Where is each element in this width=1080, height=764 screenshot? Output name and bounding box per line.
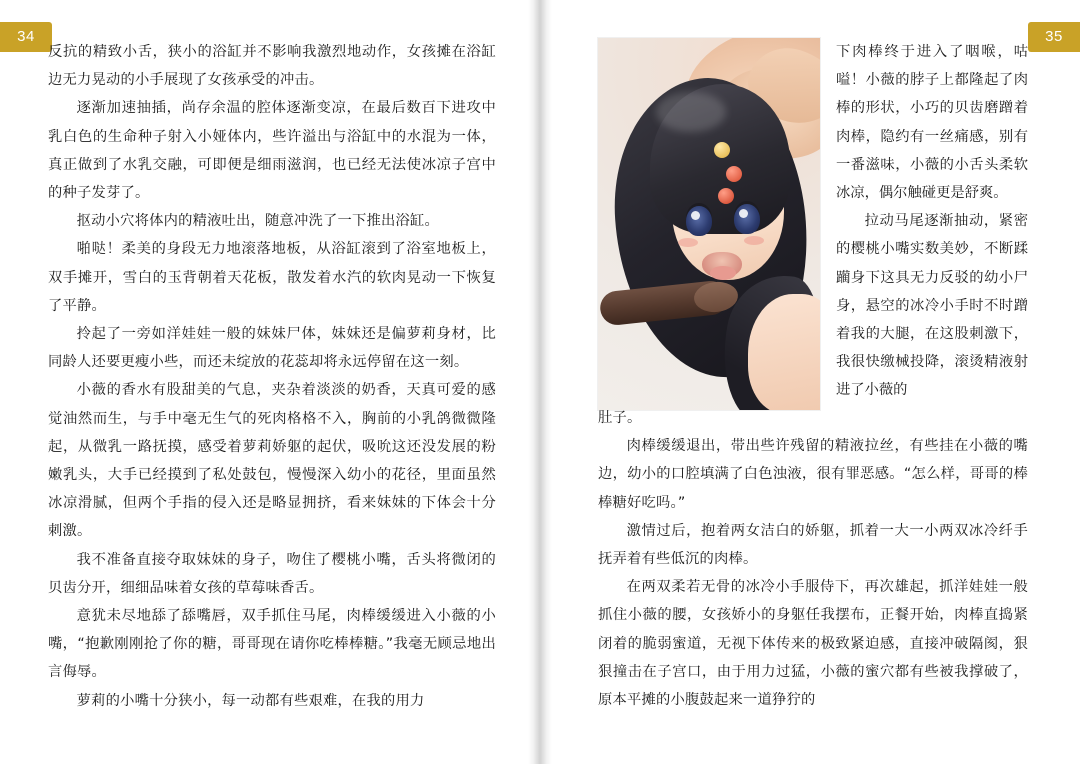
illustration-eye-left: [686, 206, 712, 236]
paragraph: 啪哒！柔美的身段无力地滚落地板，从浴缸滚到了浴室地板上，双手摊开，雪白的玉背朝着天花板，散发着水汽的软肉晃动一下恢复了平静。: [48, 241, 496, 314]
right-page-top-section: [598, 38, 1028, 418]
illustration-hair-sheen: [656, 92, 726, 132]
page-number-left: 34: [0, 22, 52, 52]
paragraph: 意犹未尽地舔了舔嘴唇，双手抓住马尾，肉棒缓缓进入小薇的小嘴，“抱歉刚刚抢了你的糖，哥哥现在请你吃棒棒糖。”我毫无顾忌地出言侮辱。: [48, 608, 496, 681]
illustration-tongue: [710, 266, 736, 280]
illustration-hair-bead: [714, 142, 730, 158]
paragraph: 拉动马尾逐渐抽动，紧密的樱桃小嘴实数美妙，不断蹂躏身下这具无力反驳的幼小尸身，悬空的冰冷小手时不时蹭着我的大腿，在这股刺激下，我很快缴械投降，滚烫精液射进了小薇的: [836, 213, 1028, 399]
paragraph: 萝莉的小嘴十分狭小，每一动都有些艰难，在我的用力: [76, 692, 425, 709]
paragraph: 我不准备直接夺取妹妹的身子，吻住了樱桃小嘴，舌头将微闭的贝齿分开，细细品味着女孩的草莓味香舌。: [48, 551, 496, 596]
illustration-eye-right: [734, 204, 760, 234]
paragraph: 在两双柔若无骨的冰冷小手服侍下，再次雄起，抓洋娃娃一般抓住小薇的腰，女孩娇小的身躯任我摆布，正餐开始，肉棒直捣紧闭着的脆弱蜜道，无视下体传来的极致紧迫感，直接冲破隔阂，狠狠撞击在子宫口，由于用力过猛，小薇的蜜穴都有些被我撑破了，原本平摊的小腹鼓起来一道狰狞的: [598, 579, 1028, 709]
paragraph: 抠动小穴将体内的精液吐出，随意冲洗了一下推出浴缸。: [76, 213, 440, 230]
anime-girl-illustration: [598, 38, 820, 410]
paragraph: 肚子。: [598, 410, 642, 426]
illustration-blush-right: [744, 236, 764, 245]
illustration-blush-left: [678, 238, 698, 247]
paragraph: 拎起了一旁如洋娃娃一般的妹妹尸体，妹妹还是偏萝莉身材，比同龄人还要更瘦小些，而还未绽放的花蕊却将永远停留在这一刻。: [48, 326, 496, 371]
page-number-right: 35: [1028, 22, 1080, 52]
right-page-side-text: [836, 38, 1028, 405]
paragraph: 小薇的香水有股甜美的气息，夹杂着淡淡的奶香，天真可爱的感觉油然而生，与手中毫无生气的死肉格格不入，胸前的小乳鸽微微隆起，从微乳一路抚摸，感受着萝莉娇躯的起伏，吸吮这还没发展的粉嫩乳头，大手已经摸到了私处鼓包，慢慢深入幼小的花径，里面虽然冰凉滑腻，但两个手指的侵入还是略显拥挤，看来妹妹的下体会十分刺激。: [48, 382, 496, 540]
right-page-text: [598, 404, 1028, 714]
illustration-hair-bead: [718, 188, 734, 204]
paragraph: 肉棒缓缓退出，带出些许残留的精液拉丝，有些挂在小薇的嘴边，幼小的口腔填满了白色浊液，很有罪恶感。“怎么样，哥哥的棒棒糖好吃吗。”: [598, 438, 1028, 511]
paragraph: 激情过后，抱着两女洁白的娇躯，抓着一大一小两双冰冷纤手抚弄着有些低沉的肉棒。: [598, 522, 1028, 568]
paragraph: 下肉棒终于进入了咽喉，咕嗌！小薇的脖子上都隆起了肉棒的形状，小巧的贝齿磨蹭着肉棒，隐约有一丝痛感，别有一番滋味，小薇的小舌头柔软冰凉，偶尔触碰更是舒爽。: [836, 44, 1028, 202]
right-page: [540, 0, 1080, 764]
paragraph: 反抗的精致小舌，狭小的浴缸并不影响我激烈地动作，女孩摊在浴缸边无力晃动的小手展现了女孩承受的冲击。: [48, 44, 496, 89]
paragraph: 逐渐加速抽插，尚存余温的腔体逐渐变凉，在最后数百下进攻中乳白色的生命种子射入小娅体内，些许溢出与浴缸中的水混为一体，真正做到了水乳交融，可即便是细雨滋润，也已经无法使冰凉子宫中的种子发芽了。: [48, 100, 496, 202]
left-page-text: [48, 38, 496, 715]
illustration-hair-bead: [726, 166, 742, 182]
